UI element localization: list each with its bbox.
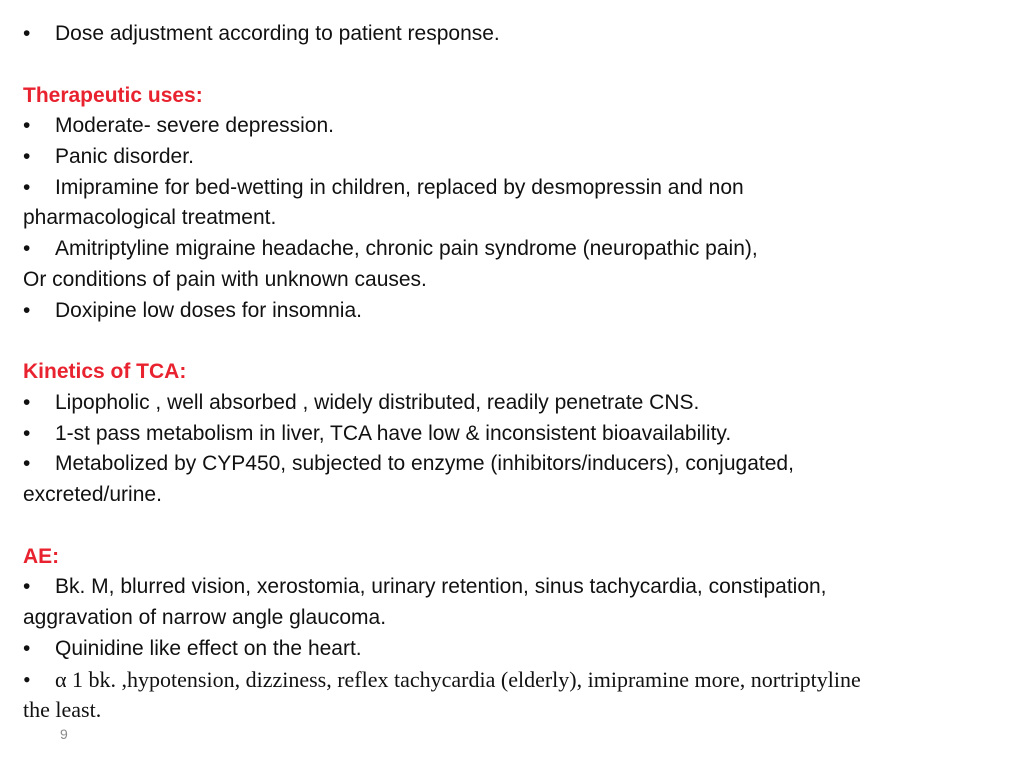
bullet-marker: • <box>23 114 31 137</box>
bullet-text: Bk. M, blurred vision, xerostomia, urinary retention, sinus tachycardia, constipation, <box>55 575 827 598</box>
bullet-text: Imipramine for bed-wetting in children, replaced by desmopressin and non <box>55 176 744 199</box>
bullet-quinidine <box>23 636 362 662</box>
bullet-marker: • <box>23 575 31 598</box>
bullet-depression <box>23 113 334 139</box>
bullet-marker: • <box>23 22 31 45</box>
heading-ae: AE: <box>23 545 60 568</box>
heading-therapeutic-uses: Therapeutic uses: <box>23 84 203 107</box>
bullet-marker: • <box>23 452 31 475</box>
bullet-doxipine <box>23 298 362 324</box>
bullet-dose-adjustment <box>23 21 500 47</box>
bullet-bk-m <box>23 574 827 600</box>
heading-kinetics: Kinetics of TCA: <box>23 360 187 383</box>
bullet-imipramine <box>23 175 744 201</box>
bullet-marker: • <box>23 237 31 260</box>
bullet-marker: • <box>23 176 31 199</box>
bullet-text: α 1 bk. ,hypotension, dizziness, reflex tachycardia (elderly), imipramine more, nortriptyline <box>55 667 861 692</box>
bullet-metabolized <box>23 451 794 477</box>
bullet-marker: • <box>23 145 31 168</box>
bullet-marker: • <box>23 299 31 322</box>
bullet-alpha-1 <box>23 667 861 693</box>
bullet-lipophilic <box>23 390 699 416</box>
bullet-marker: • <box>23 667 31 692</box>
bullet-panic-disorder <box>23 144 194 170</box>
bullet-marker: • <box>23 422 31 445</box>
page-number: 9 <box>60 726 68 742</box>
bullet-text: Dose adjustment according to patient response. <box>55 22 500 45</box>
bullet-text: Amitriptyline migraine headache, chronic pain syndrome (neuropathic pain), <box>55 237 758 260</box>
bullet-text: Panic disorder. <box>55 145 194 168</box>
bullet-bk-m-continuation: aggravation of narrow angle glaucoma. <box>23 606 387 629</box>
bullet-amitriptyline-continuation: Or conditions of pain with unknown causes. <box>23 268 427 291</box>
bullet-first-pass <box>23 421 731 447</box>
bullet-text: Doxipine low doses for insomnia. <box>55 299 362 322</box>
bullet-text: 1-st pass metabolism in liver, TCA have low & inconsistent bioavailability. <box>55 422 732 445</box>
bullet-amitriptyline <box>23 236 758 262</box>
bullet-marker: • <box>23 391 31 414</box>
bullet-metabolized-continuation: excreted/urine. <box>23 483 162 506</box>
bullet-text: Lipopholic , well absorbed , widely distributed, readily penetrate CNS. <box>55 391 700 414</box>
bullet-text: Moderate- severe depression. <box>55 114 334 137</box>
bullet-text: Metabolized by CYP450, subjected to enzyme (inhibitors/inducers), conjugated, <box>55 452 794 475</box>
bullet-alpha-1-continuation: the least. <box>23 697 102 722</box>
bullet-imipramine-continuation: pharmacological treatment. <box>23 206 277 229</box>
bullet-text: Quinidine like effect on the heart. <box>55 637 362 660</box>
bullet-marker: • <box>23 637 31 660</box>
